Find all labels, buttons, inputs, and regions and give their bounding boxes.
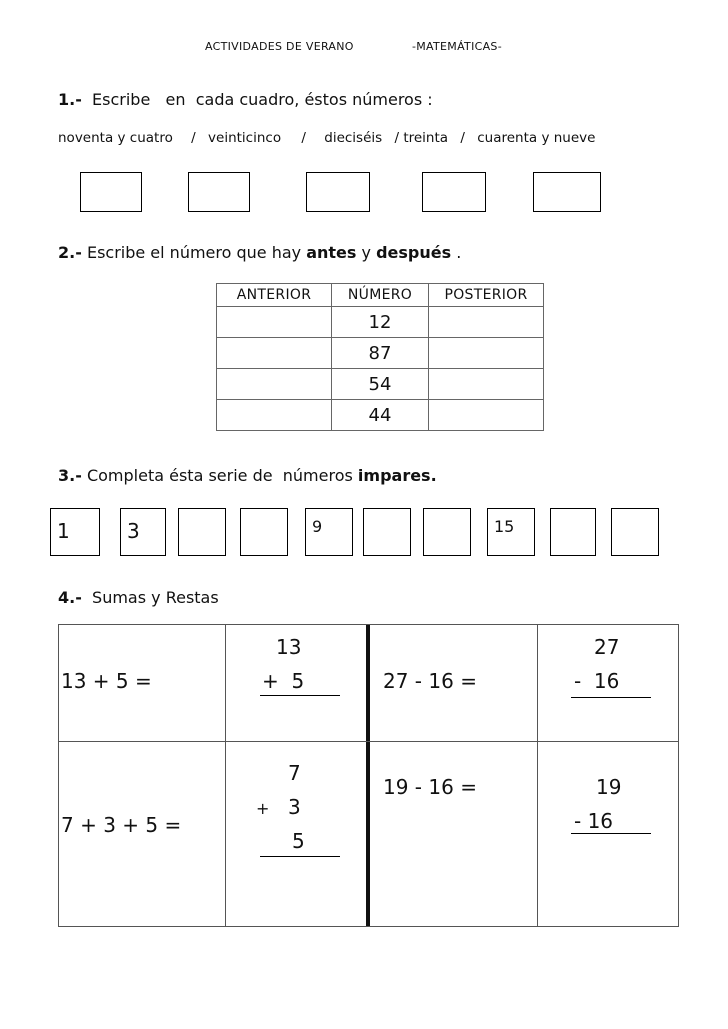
q4-number: 4.-: [58, 588, 82, 607]
q2-end: .: [451, 243, 462, 262]
exercise-expression: 13 + 5 =: [61, 669, 152, 693]
operand: 19: [596, 775, 622, 799]
q3-title: [58, 466, 437, 485]
q2-bold-after: después: [376, 243, 452, 262]
q1-number: 1.-: [58, 90, 82, 109]
numero-cell: 44: [332, 400, 429, 431]
posterior-cell[interactable]: [429, 307, 544, 338]
series-box[interactable]: [550, 508, 596, 556]
grid-divider: [537, 625, 538, 926]
operand: 7: [288, 761, 301, 785]
series-box[interactable]: [423, 508, 471, 556]
q1-instruction: Escribe en cada cuadro, éstos números :: [92, 90, 433, 109]
anterior-cell[interactable]: [217, 400, 332, 431]
header-posterior: POSTERIOR: [429, 284, 544, 307]
q2-bold-before: antes: [306, 243, 357, 262]
sum-line: [571, 697, 651, 698]
series-box[interactable]: [363, 508, 411, 556]
exercise-expression: 7 + 3 + 5 =: [61, 813, 182, 837]
exercise-expression: 19 - 16 =: [383, 775, 477, 799]
series-box[interactable]: [240, 508, 288, 556]
operations-grid: [58, 624, 679, 927]
series-value: 15: [494, 517, 515, 536]
header-anterior: ANTERIOR: [217, 284, 332, 307]
q4-instruction: Sumas y Restas: [92, 588, 219, 607]
numero-cell: 54: [332, 369, 429, 400]
q3-number: 3.-: [58, 466, 82, 485]
posterior-cell[interactable]: [429, 400, 544, 431]
anterior-cell[interactable]: [217, 307, 332, 338]
q1-word-list: [58, 130, 595, 146]
series-box[interactable]: [120, 508, 166, 556]
operand: 27: [594, 635, 620, 659]
before-after-table: [216, 283, 544, 431]
q1-answer-box[interactable]: [422, 172, 486, 212]
series-value: 1: [57, 519, 70, 543]
table-row: [217, 338, 544, 369]
operator: +: [256, 799, 270, 818]
sum-line: [260, 695, 340, 696]
table-row: [217, 307, 544, 338]
q2-title: [58, 243, 461, 262]
q1-word: noventa y cuatro: [58, 130, 173, 146]
operand: 5: [292, 829, 305, 853]
anterior-cell[interactable]: [217, 338, 332, 369]
q1-answer-box[interactable]: [306, 172, 370, 212]
q1-word: / treinta: [394, 130, 449, 146]
q1-word: cuarenta y nueve: [477, 130, 596, 146]
q1-sep: /: [460, 130, 465, 146]
posterior-cell[interactable]: [429, 338, 544, 369]
series-box[interactable]: [50, 508, 100, 556]
series-box[interactable]: [611, 508, 659, 556]
series-value: 9: [312, 517, 323, 536]
sum-line: [260, 856, 340, 857]
sum-line: [571, 833, 651, 834]
grid-divider-thick: [366, 625, 370, 926]
q1-word: dieciséis: [324, 130, 383, 146]
q4-title: [58, 588, 219, 607]
series-box[interactable]: [487, 508, 535, 556]
numero-cell: 87: [332, 338, 429, 369]
exercise-expression: 27 - 16 =: [383, 669, 477, 693]
header-subject: -MATEMÁTICAS-: [412, 40, 502, 53]
q1-title: [58, 90, 433, 109]
posterior-cell[interactable]: [429, 369, 544, 400]
operand: 13: [276, 635, 302, 659]
series-box[interactable]: [178, 508, 226, 556]
q1-answer-box[interactable]: [80, 172, 142, 212]
operand: - 16: [574, 809, 614, 833]
q1-answer-box[interactable]: [188, 172, 250, 212]
operand: 3: [288, 795, 301, 819]
q3-instruction: Completa ésta serie de números: [86, 466, 358, 485]
series-box[interactable]: [305, 508, 353, 556]
grid-divider: [225, 625, 226, 926]
operand: + 5: [262, 669, 305, 693]
operand: - 16: [574, 669, 620, 693]
anterior-cell[interactable]: [217, 369, 332, 400]
q2-number: 2.-: [58, 243, 82, 262]
header-title: ACTIVIDADES DE VERANO: [205, 40, 354, 53]
q2-connector: y: [356, 243, 377, 262]
q1-word: veinticinco: [208, 130, 282, 146]
grid-divider: [59, 741, 678, 742]
header-numero: NÚMERO: [332, 284, 429, 307]
series-value: 3: [127, 519, 140, 543]
q2-instruction: Escribe el número que hay: [86, 243, 307, 262]
numero-cell: 12: [332, 307, 429, 338]
q1-sep: /: [191, 130, 196, 146]
q3-bold: impares.: [357, 466, 437, 485]
table-row: [217, 400, 544, 431]
q1-sep: /: [301, 130, 306, 146]
table-row: [217, 369, 544, 400]
q1-answer-box[interactable]: [533, 172, 601, 212]
